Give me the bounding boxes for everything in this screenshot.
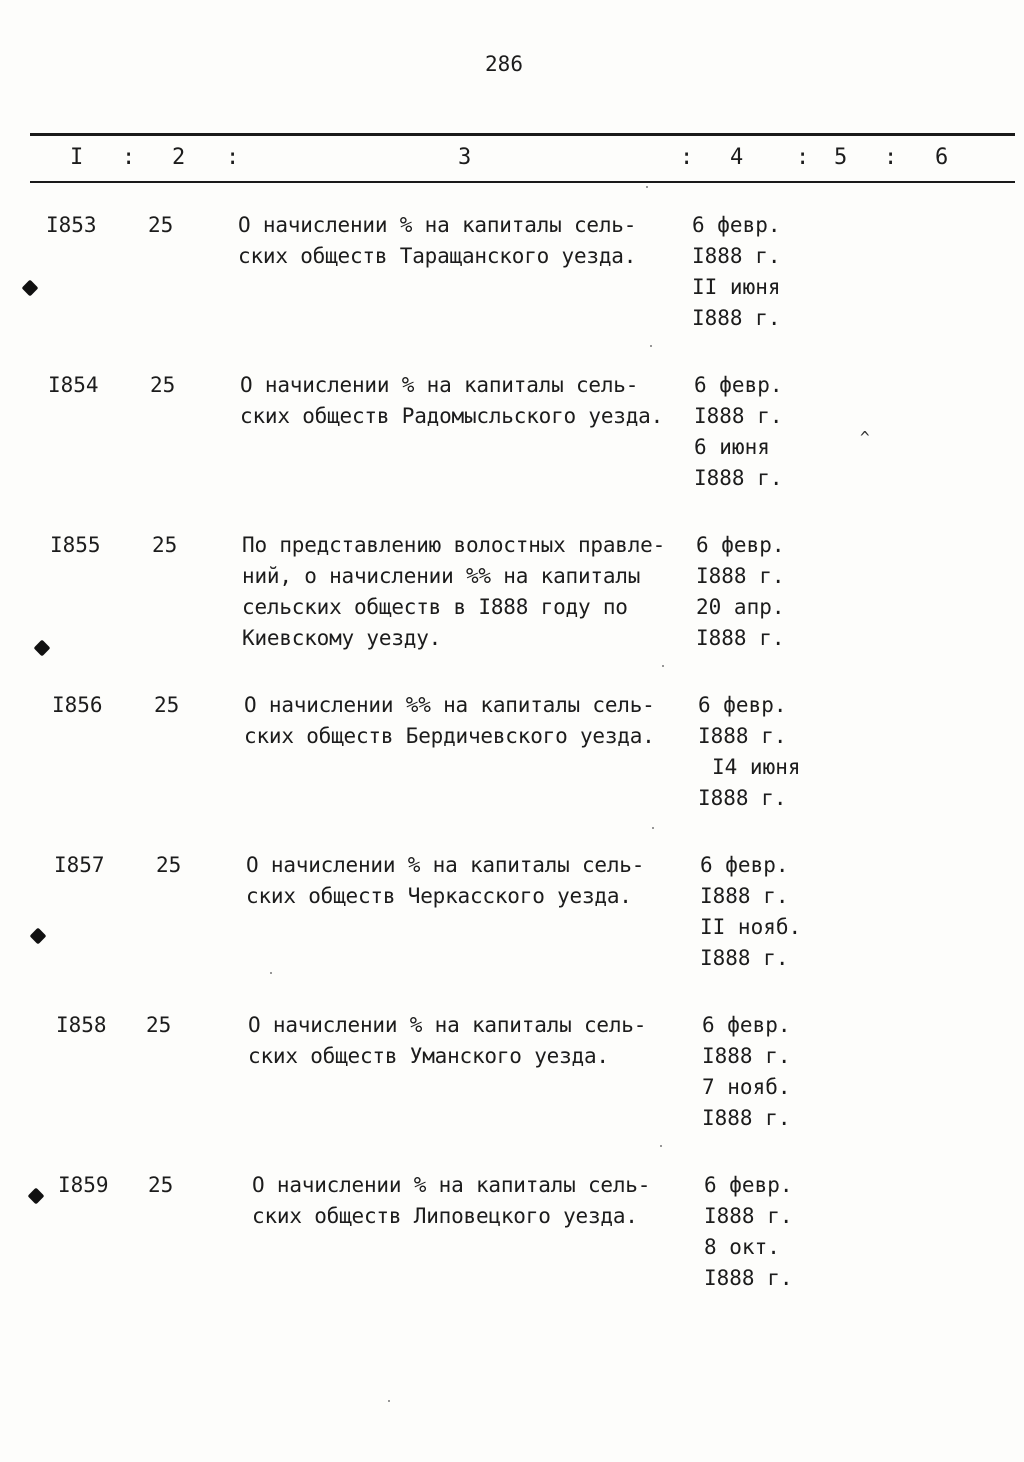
column-separator: : bbox=[226, 145, 240, 170]
table-row bbox=[0, 690, 1024, 840]
case-number: I858 bbox=[56, 1013, 107, 1037]
sheet-count: 25 bbox=[150, 373, 176, 397]
case-number: I856 bbox=[52, 693, 103, 717]
date-line: I888 г. bbox=[700, 946, 789, 970]
case-title bbox=[252, 1170, 702, 1232]
column-separator: : bbox=[680, 145, 694, 170]
column-header-5: 5 bbox=[834, 145, 848, 170]
title-line: О начислении %% на капиталы сель- bbox=[244, 693, 655, 717]
title-line: ний, о начислении %% на капиталы bbox=[242, 564, 641, 588]
case-number: I855 bbox=[50, 533, 101, 557]
column-header-4: 4 bbox=[730, 145, 744, 170]
scan-speck bbox=[388, 1400, 390, 1402]
column-separator: : bbox=[884, 145, 898, 170]
title-line: ских обществ Липовецкого уезда. bbox=[252, 1204, 638, 1228]
title-line: О начислении % на капиталы сель- bbox=[240, 373, 639, 397]
case-dates bbox=[696, 530, 826, 654]
sheet-count: 25 bbox=[156, 853, 182, 877]
sheet-count: 25 bbox=[154, 693, 180, 717]
date-line: I888 г. bbox=[696, 564, 785, 588]
sheet-count: 25 bbox=[152, 533, 178, 557]
scan-speck bbox=[660, 1145, 662, 1147]
sheet-count: 25 bbox=[148, 1173, 174, 1197]
date-line: I888 г. bbox=[696, 626, 785, 650]
title-line: О начислении % на капиталы сель- bbox=[248, 1013, 647, 1037]
column-header-2: 2 bbox=[172, 145, 186, 170]
title-line: О начислении % на капиталы сель- bbox=[246, 853, 645, 877]
date-line: 6 февр. bbox=[692, 213, 781, 237]
date-line: I888 г. bbox=[694, 466, 783, 490]
case-dates bbox=[698, 690, 828, 814]
date-line: I888 г. bbox=[698, 724, 787, 748]
date-line: 7 нояб. bbox=[702, 1075, 791, 1099]
case-title bbox=[248, 1010, 698, 1072]
date-line: II июня bbox=[692, 275, 781, 299]
date-line: 8 окт. bbox=[704, 1235, 780, 1259]
sheet-count: 25 bbox=[146, 1013, 172, 1037]
title-line: О начислении % на капиталы сель- bbox=[252, 1173, 651, 1197]
case-title bbox=[244, 690, 694, 752]
case-dates bbox=[694, 370, 824, 494]
title-line: О начислении % на капиталы сель- bbox=[238, 213, 637, 237]
date-line: I4 июня bbox=[712, 755, 801, 779]
table-row bbox=[0, 1170, 1024, 1320]
scan-speck bbox=[270, 972, 272, 974]
date-line: 6 февр. bbox=[702, 1013, 791, 1037]
table-row bbox=[0, 530, 1024, 680]
title-line: ских обществ Таращанского уезда. bbox=[238, 244, 637, 268]
case-number: I853 bbox=[46, 213, 97, 237]
date-line: I888 г. bbox=[692, 306, 781, 330]
header-rule-bottom bbox=[30, 181, 1015, 183]
date-line: I888 г. bbox=[700, 884, 789, 908]
date-line: I888 г. bbox=[702, 1106, 791, 1130]
title-line: ских обществ Бердичевского уезда. bbox=[244, 724, 655, 748]
scan-speck bbox=[646, 186, 648, 188]
case-dates bbox=[692, 210, 822, 334]
column-header-3: 3 bbox=[458, 145, 472, 170]
sheet-count: 25 bbox=[148, 213, 174, 237]
date-line: I888 г. bbox=[702, 1044, 791, 1068]
date-line: I888 г. bbox=[692, 244, 781, 268]
date-line: 6 февр. bbox=[696, 533, 785, 557]
scan-speck bbox=[662, 665, 664, 667]
scan-speck bbox=[652, 827, 654, 829]
title-line: ских обществ Радомысльского уезда. bbox=[240, 404, 664, 428]
case-title bbox=[238, 210, 688, 272]
table-row bbox=[0, 1010, 1024, 1160]
date-line: I888 г. bbox=[704, 1204, 793, 1228]
scan-speck bbox=[650, 345, 652, 347]
column-header-6: 6 bbox=[935, 145, 949, 170]
date-line: I888 г. bbox=[698, 786, 787, 810]
title-line: ских обществ Уманского уезда. bbox=[248, 1044, 609, 1068]
column-header-1: I bbox=[70, 145, 84, 170]
table-row bbox=[0, 210, 1024, 360]
date-line: 20 апр. bbox=[696, 595, 785, 619]
date-line: 6 февр. bbox=[700, 853, 789, 877]
date-line: 6 июня bbox=[694, 435, 770, 459]
date-line: II нояб. bbox=[700, 915, 802, 939]
date-line: 6 февр. bbox=[704, 1173, 793, 1197]
date-line: 6 февр. bbox=[694, 373, 783, 397]
case-title bbox=[242, 530, 692, 654]
column-separator: : bbox=[122, 145, 136, 170]
title-line: Киевскому уезду. bbox=[242, 626, 442, 650]
date-line: I888 г. bbox=[694, 404, 783, 428]
case-title bbox=[240, 370, 690, 432]
header-rule-top bbox=[30, 133, 1015, 136]
date-line: I888 г. bbox=[704, 1266, 793, 1290]
date-line: 6 февр. bbox=[698, 693, 787, 717]
page-number: 286 bbox=[485, 52, 523, 76]
table-row bbox=[0, 370, 1024, 520]
case-number: I854 bbox=[48, 373, 99, 397]
case-dates bbox=[702, 1010, 832, 1134]
column-separator: : bbox=[796, 145, 810, 170]
case-dates bbox=[704, 1170, 834, 1294]
title-line: сельских обществ в I888 году по bbox=[242, 595, 628, 619]
pencil-tick: ^ bbox=[860, 428, 870, 447]
case-dates bbox=[700, 850, 830, 974]
table-row bbox=[0, 850, 1024, 1000]
case-title bbox=[246, 850, 696, 912]
case-number: I857 bbox=[54, 853, 105, 877]
title-line: По представлению волостных правле- bbox=[242, 533, 666, 557]
case-number: I859 bbox=[58, 1173, 109, 1197]
title-line: ских обществ Черкасского уезда. bbox=[246, 884, 632, 908]
